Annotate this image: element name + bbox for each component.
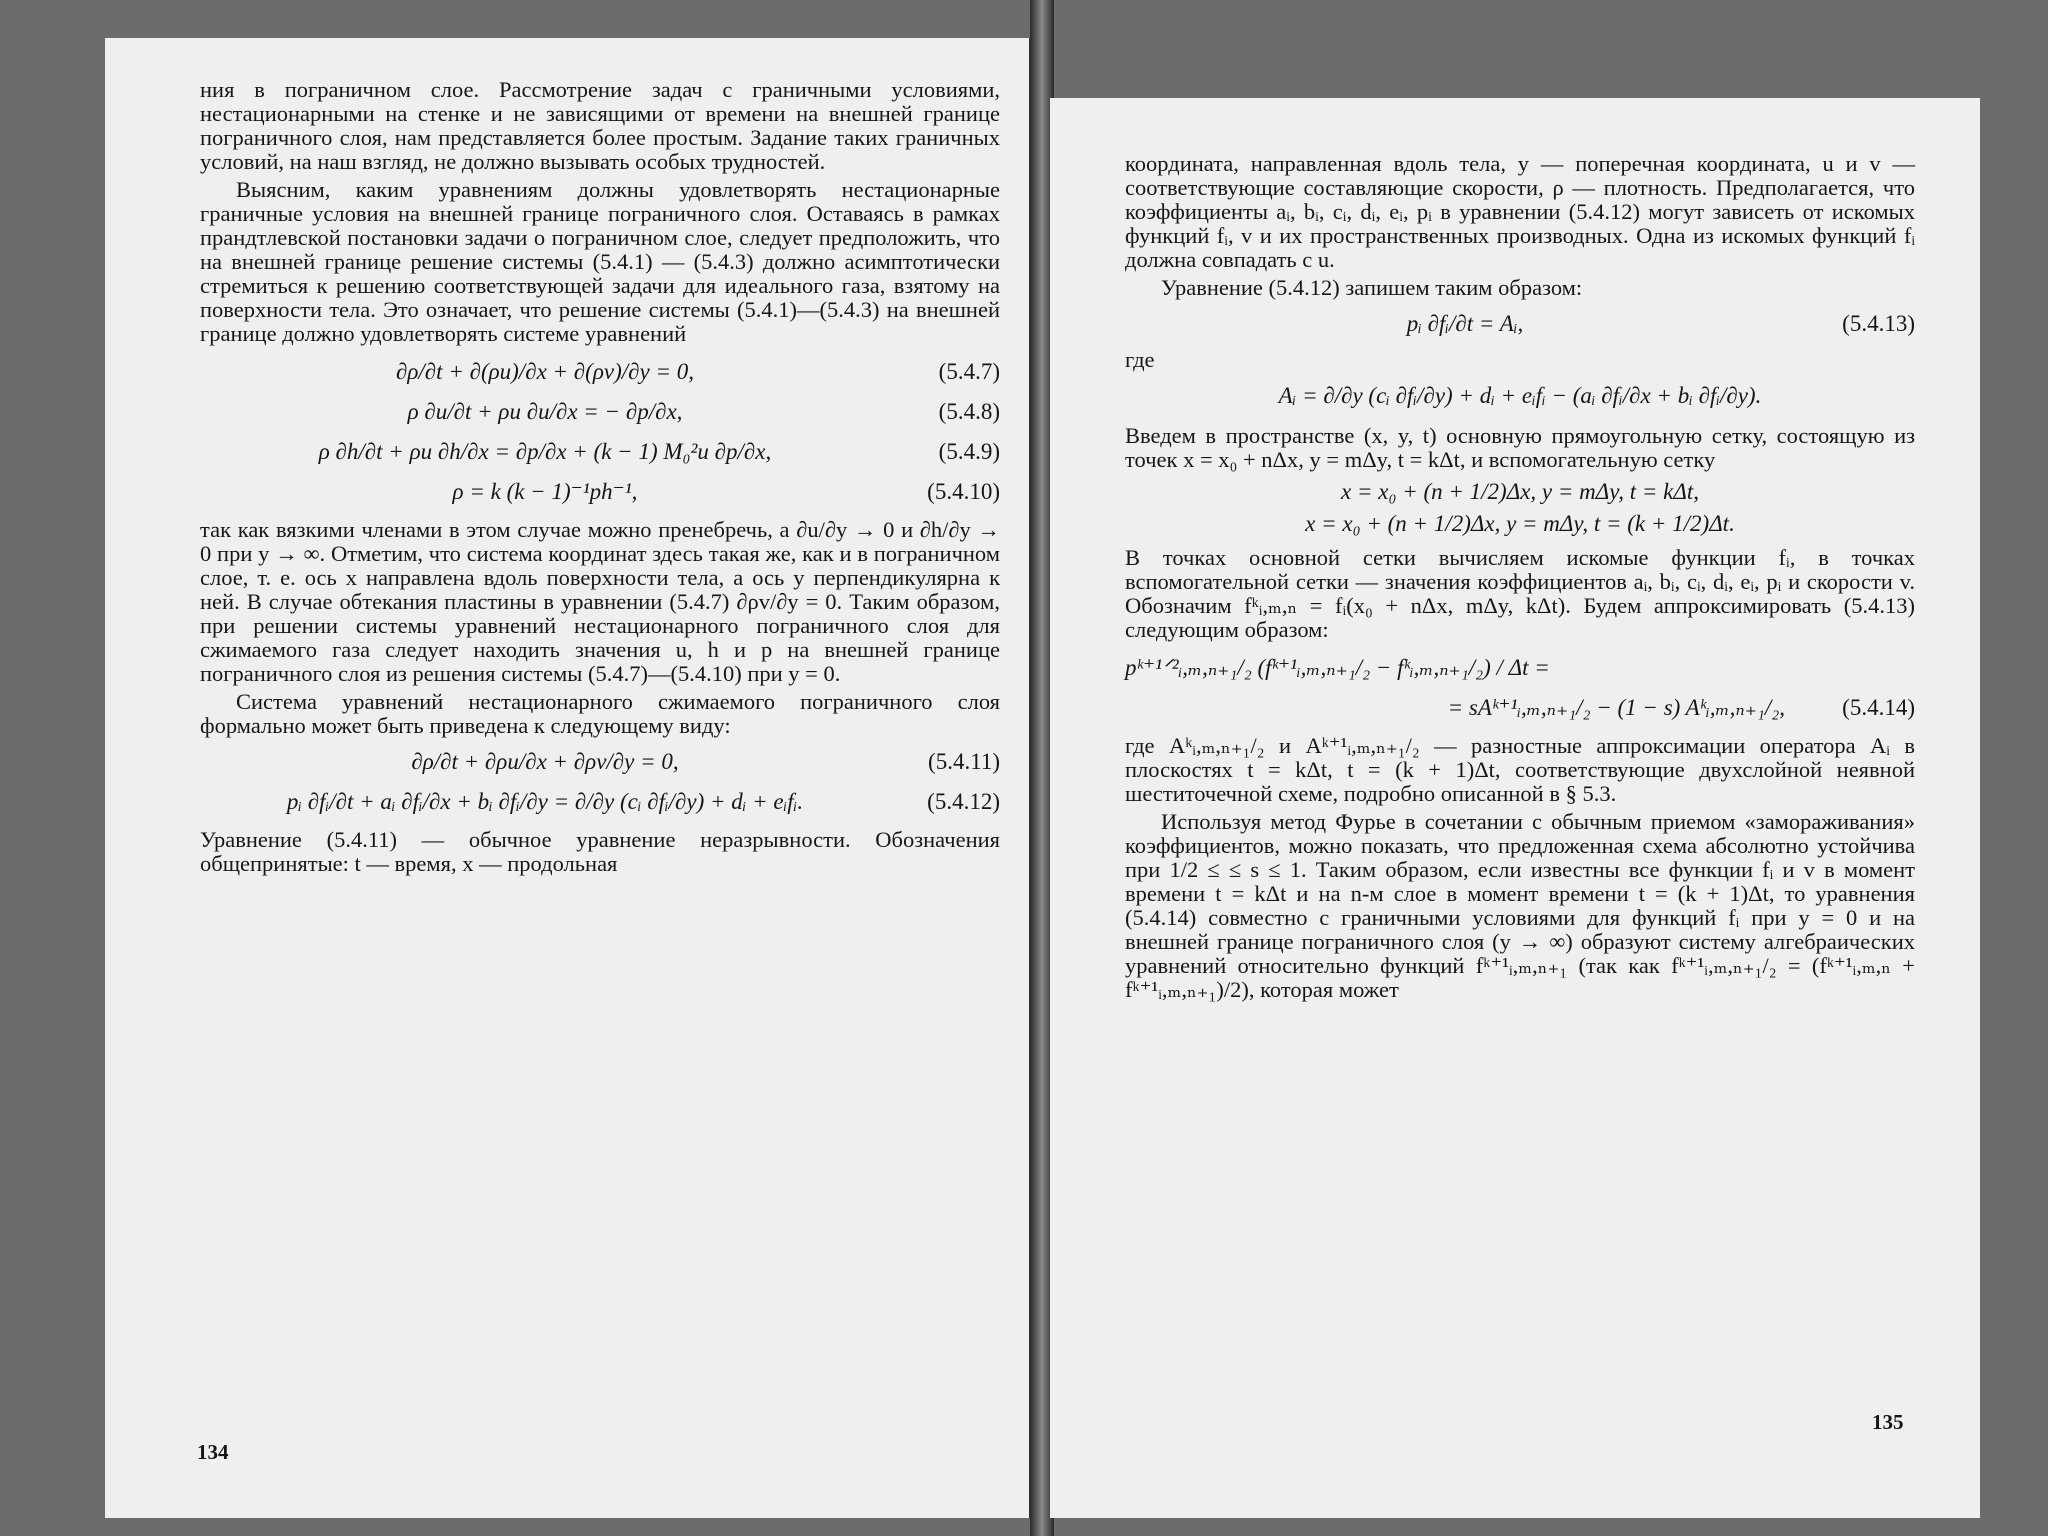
right-paragraph-6: Используя метод Фурье в сочетании с обычным приемом «замораживания» коэффициентов, можно показать, что предложенная схема абсолютно устойчива при 1/2 ≤ ≤ s ≤ 1. Таким образом, если известны все функции fᵢ и v в момент времени t = kΔt и на n-м слое в момент времени t = (k + 1)Δt, то уравнения (5.4.14) совместно с граничными условиями для функций fᵢ при y = 0 и на внешней границе пограничного слоя (y → ∞) образуют систему алгебраических уравнений относительно функций fᵏ⁺¹ᵢ,ₘ,ₙ₊₁ (так как fᵏ⁺¹ᵢ,ₘ,ₙ₊₁/₂ = (fᵏ⁺¹ᵢ,ₘ,ₙ + fᵏ⁺¹ᵢ,ₘ,ₙ₊₁)/2), которая может [1125, 809, 1915, 1002]
left-paragraph-1: ния в пограничном слое. Рассмотрение задач с граничными условиями, нестационарными на стенке и не зависящими от времени на внешней границе пограничного слоя, нам представляется более простым. Задание таких граничных условий, на наш взгляд, не должно вызывать особых трудностей. [200, 77, 1000, 174]
left-text-block [200, 78, 1000, 876]
left-page [105, 38, 1035, 1518]
equation-5-4-10 [200, 472, 1000, 512]
equation-expression: pᵢ ∂fᵢ/∂t = Aᵢ, [1406, 311, 1524, 336]
left-paragraph-4: Система уравнений нестационарного сжимаемого пограничного слоя формально может быть приведена к следующему виду: [200, 689, 1000, 738]
equation-5-4-7 [200, 352, 1000, 392]
right-paragraph-5: где Aᵏᵢ,ₘ,ₙ₊₁/₂ и Aᵏ⁺¹ᵢ,ₘ,ₙ₊₁/₂ — разностные аппроксимации оператора Aᵢ в плоскостях t = kΔt, t = (k + 1)Δt, соответствующие двухслойной неявной шеститочечной схеме, подробно описанной в § 5.3. [1125, 733, 1915, 806]
equation-expression: ∂ρ/∂t + ∂(ρu)/∂x + ∂(ρv)/∂y = 0, [396, 359, 694, 384]
equation-number: (5.4.11) [928, 749, 1000, 774]
equation-number: (5.4.9) [938, 439, 1000, 464]
equation-number: (5.4.13) [1842, 311, 1915, 336]
equation-expression: ρ ∂h/∂t + ρu ∂h/∂x = ∂p/∂x + (k − 1) M₀²u ∂p/∂x, [318, 439, 772, 464]
where-label: где [1125, 347, 1155, 372]
equation-A-definition [1125, 376, 1915, 416]
right-paragraph-3: Введем в пространстве (x, y, t) основную прямоугольную сетку, состоящую из точек x = x₀ + nΔx, y = mΔy, t = kΔt, и вспомогательную сетку [1125, 423, 1915, 472]
equation-5-4-14-lhs [1125, 648, 1915, 688]
equation-5-4-12 [200, 782, 1000, 822]
equation-expression: x = x₀ + (n + 1/2)Δx, y = mΔy, t = kΔt, [1341, 479, 1699, 504]
auxiliary-grid-1 [1125, 476, 1915, 508]
right-paragraph-1: координата, направленная вдоль тела, y — поперечная координата, u и v — соответствующие составляющие скорости, ρ — плотность. Предполагается, что коэффициенты aᵢ, bᵢ, cᵢ, dᵢ, eᵢ, pᵢ в уравнении (5.4.12) могут зависеть от искомых функций fᵢ, v и их пространственных производных. Одна из искомых функций fᵢ должна совпадать с u. [1125, 151, 1915, 272]
page-number-right: 135 [1872, 1410, 1904, 1434]
equation-expression: pᵏ⁺¹ᐟ²ᵢ,ₘ,ₙ₊₁/₂ (fᵏ⁺¹ᵢ,ₘ,ₙ₊₁/₂ − fᵏᵢ,ₘ,ₙ₊₁/₂) / Δt = [1125, 655, 1550, 680]
page-number-left: 134 [197, 1440, 229, 1464]
right-paragraph-4: В точках основной сетки вычисляем искомые функции fᵢ, в точках вспомогательной сетки — значения коэффициентов aᵢ, bᵢ, cᵢ, dᵢ, eᵢ, pᵢ и скорости v. Обозначим fᵏᵢ,ₘ,ₙ = fᵢ(x₀ + nΔx, mΔy, kΔt). Будем аппроксимировать (5.4.13) следующим образом: [1125, 545, 1915, 642]
equation-5-4-13 [1125, 304, 1915, 344]
left-paragraph-3: так как вязкими членами в этом случае можно пренебречь, а ∂u/∂y → 0 и ∂h/∂y → 0 при y → ∞. Отметим, что система координат здесь такая же, как и в пограничном слое, т. е. ось x направлена вдоль поверхности тела, а ось y перпендикулярна к ней. В случае обтекания пластины в уравнении (5.4.7) ∂ρv/∂y = 0. Таким образом, при решении системы уравнений нестационарного пограничного слоя для сжимаемого газа следует находить значения u, h и p на внешней границе пограничного слоя из решения системы (5.4.7)—(5.4.10) при y = 0. [200, 517, 1000, 686]
right-paragraph-2: Уравнение (5.4.12) запишем таким образом: [1161, 275, 1583, 300]
equation-expression: pᵢ ∂fᵢ/∂t + aᵢ ∂fᵢ/∂x + bᵢ ∂fᵢ/∂y = ∂/∂y (cᵢ ∂fᵢ/∂y) + dᵢ + eᵢfᵢ. [286, 789, 804, 814]
right-page [1050, 98, 1980, 1518]
equation-expression: = sAᵏ⁺¹ᵢ,ₘ,ₙ₊₁/₂ − (1 − s) Aᵏᵢ,ₘ,ₙ₊₁/₂, [1447, 695, 1785, 720]
equation-5-4-8 [200, 392, 1000, 432]
equation-number: (5.4.14) [1842, 695, 1915, 720]
equation-5-4-14 [1125, 688, 1915, 728]
equation-expression: ∂ρ/∂t + ∂ρu/∂x + ∂ρv/∂y = 0, [411, 749, 679, 774]
equation-number: (5.4.12) [927, 789, 1000, 814]
equation-5-4-9 [200, 432, 1000, 472]
right-text-block [1125, 152, 1915, 1002]
auxiliary-grid-2 [1125, 508, 1915, 540]
left-paragraph-2: Выясним, каким уравнениям должны удовлетворять нестационарные граничные условия на внешней границе пограничного слоя. Оставаясь в рамках прандтлевской постановки задачи о пограничном слое, следует предположить, что на внешней границе решение системы (5.4.1) — (5.4.3) должно асимптотически стремиться к решению соответствующей задачи для идеального газа, взятому на поверхности тела. Это означает, что решение системы (5.4.1)—(5.4.3) на внешней границе должно удовлетворять системе уравнений [200, 177, 1000, 346]
equation-expression: ρ = k (k − 1)⁻¹ph⁻¹, [452, 479, 638, 504]
equation-number: (5.4.10) [927, 479, 1000, 504]
equation-expression: Aᵢ = ∂/∂y (cᵢ ∂fᵢ/∂y) + dᵢ + eᵢfᵢ − (aᵢ ∂fᵢ/∂x + bᵢ ∂fᵢ/∂y). [1278, 383, 1762, 408]
equation-expression: x = x₀ + (n + 1/2)Δx, y = mΔy, t = (k + 1/2)Δt. [1305, 511, 1735, 536]
equation-number: (5.4.7) [938, 359, 1000, 384]
equation-expression: ρ ∂u/∂t + ρu ∂u/∂x = − ∂p/∂x, [407, 399, 683, 424]
equation-number: (5.4.8) [938, 399, 1000, 424]
equation-5-4-11 [200, 742, 1000, 782]
left-paragraph-5: Уравнение (5.4.11) — обычное уравнение неразрывности. Обозначения общепринятые: t — время, x — продольная [200, 827, 1000, 876]
